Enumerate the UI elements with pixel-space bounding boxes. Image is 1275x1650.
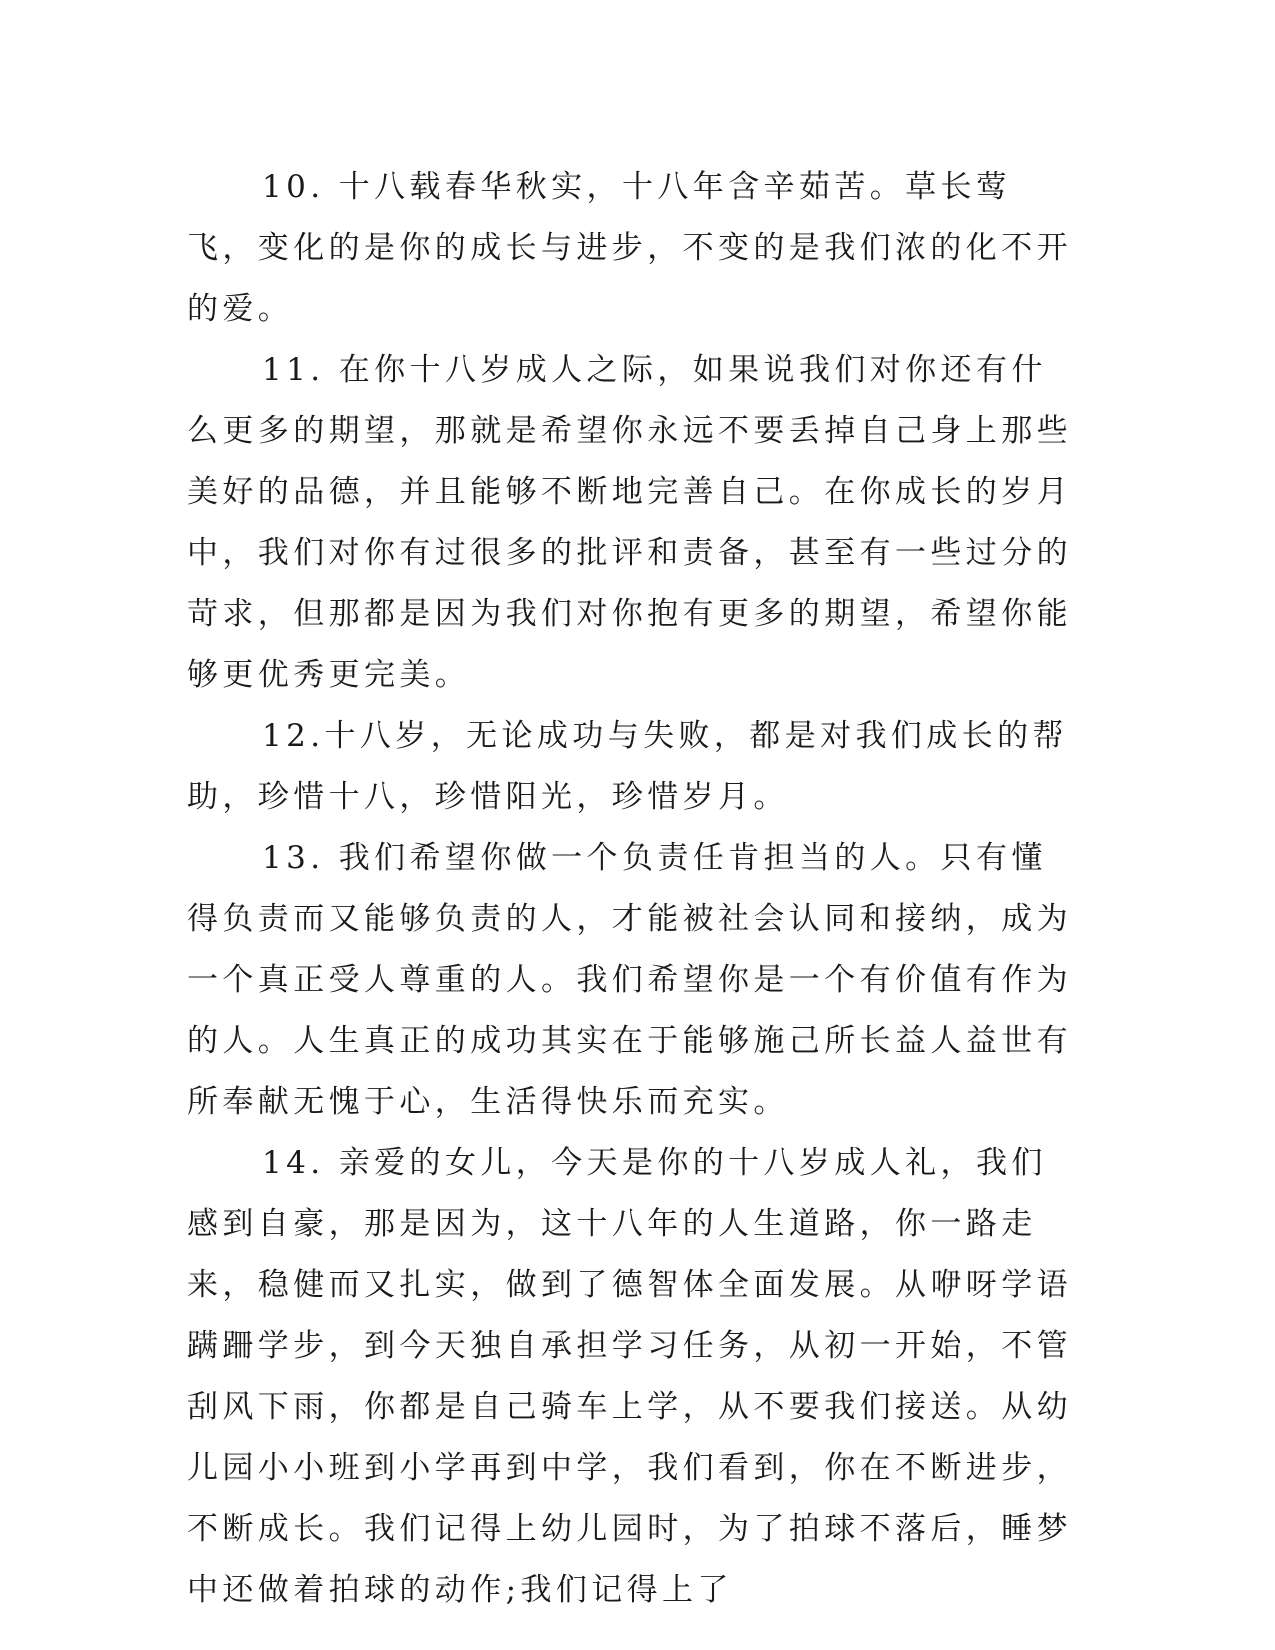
paragraph-14: 14. 亲爱的女儿，今天是你的十八岁成人礼，我们感到自豪，那是因为，这十八年的人生道路，你一路走来，稳健而又扎实，做到了德智体全面发展。从咿呀学语蹒跚学步，到今天独自承担学习任务，从初一开始，不管刮风下雨，你都是自己骑车上学，从不要我们接送。从幼儿园小小班到小学再到中学，我们看到，你在不断进步，不断成长。我们记得上幼儿园时，为了拍球不落后，睡梦中还做着拍球的动作;我们记得上了 bbox=[187, 1145, 1072, 1608]
paragraph-12: 12.十八岁，无论成功与失败，都是对我们成长的帮助，珍惜十八，珍惜阳光，珍惜岁月。 bbox=[187, 718, 1068, 815]
paragraph-11: 11. 在你十八岁成人之际，如果说我们对你还有什么更多的期望，那就是希望你永远不要丢掉自己身上那些美好的品德，并且能够不断地完善自己。在你成长的岁月中，我们对你有过很多的批评和责备，甚至有一些过分的苛求，但那都是因为我们对你抱有更多的期望，希望你能够更优秀更完美。 bbox=[187, 352, 1072, 693]
paragraph-10: 10. 十八载春华秋实，十八年含辛茹苦。草长莺飞，变化的是你的成长与进步，不变的是我们浓的化不开的爱。 bbox=[187, 169, 1072, 327]
paragraph-13: 13. 我们希望你做一个负责任肯担当的人。只有懂得负责而又能够负责的人，才能被社会认同和接纳，成为一个真正受人尊重的人。我们希望你是一个有价值有作为的人。人生真正的成功其实在于能够施己所长益人益世有所奉献无愧于心，生活得快乐而充实。 bbox=[187, 840, 1072, 1120]
document-body bbox=[187, 157, 1077, 1621]
